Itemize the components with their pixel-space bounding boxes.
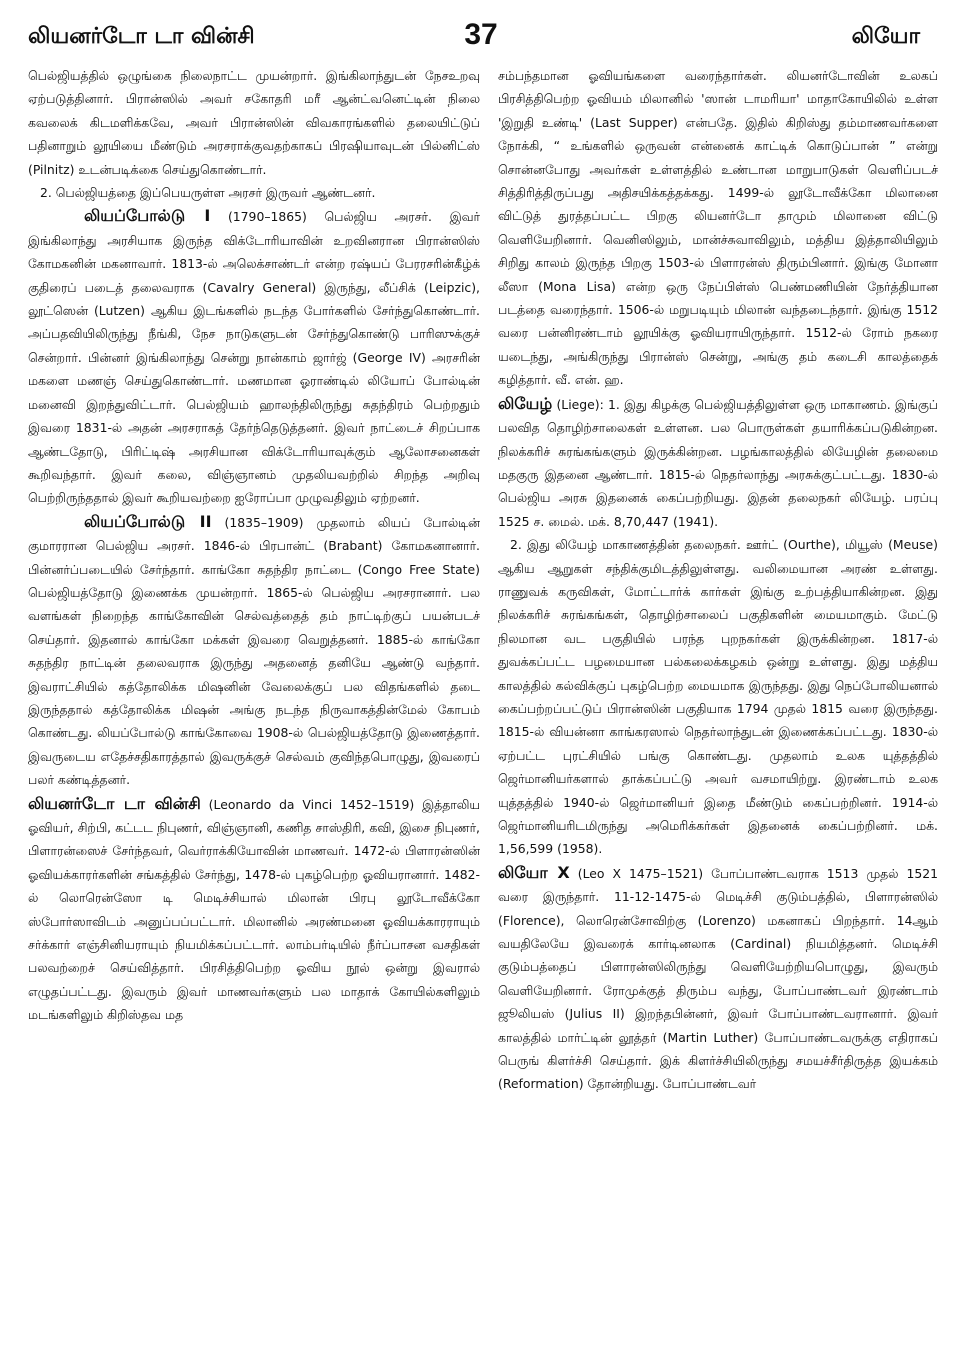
entry-headword: லியேழ் (498, 393, 553, 413)
page-header (24, 14, 938, 64)
right-column (498, 64, 938, 1350)
paragraph-text: 2. பெல்ஜியத்தை இப்பெயருள்ள அரசர் இருவர் ஆண்டனர். (40, 185, 376, 201)
paragraph-text: 2. இது லியேழ் மாகாணத்தின் தலைநகர். ஊர்ட் (Ourthe), மியூஸ் (Meuse) ஆகிய ஆறுகள் சந்திக்குமிடத்திலுள்ளது. வலிமையான அரண் உள்ளது. ராணுவக் கருவிகள், மோட்டார்க் கார்கள் இங்கு உற்பத்தியாகின்றன. இது நிலக்கரிச் சுரங்கங்கள், தொழிற்சாலைப் பகுதிகளின் மையமாகும். மேட்டு நிலமான வட பகுதியில் பரந்த புறநகர்கள் இருக்கின்றன. 1817-ல் துவக்கப்பட்ட பழமையான பல்கலைக்கழகம் ஒன்று உள்ளது. இது மத்திய காலத்தில் கல்விக்குப் புகழ்பெற்ற மையமாக இருந்தது. இது நெப்போலியனால் கைப்பற்றப்பட்டுப் பிரான்ஸின் பகுதியாக 1794 முதல் 1815 வரை இருந்தது. 1815-ல் வியன்னா காங்கரஸால் நெதர்லாந்துடன் இணைக்கப்பட்டது. 1830-ல் ஏற்பட்ட புரட்சியில் பங்கு கொண்டது. முதலாம் உலக யுத்தத்தில் ஜெர்மானியர்களால் தாக்கப்பட்டு அவர் வசமாயிற்று. இரண்டாம் உலக யுத்தத்தில் 1940-ல் ஜெர்மானியர் இதை மீண்டும் கைப்பற்றினர். 1914-ல் ஜெர்மானியரிடமிருந்து அமெரிக்கர்கள் இதனைக் கைப்பற்றினர். மக். 1,56,599 (1958). (498, 537, 938, 857)
page-number: 37 (464, 18, 498, 51)
entry-paragraph (28, 792, 480, 1027)
entry-text: (Leo X 1475–1521) போப்பாண்டவராக 1513 முதல் 1521 வரை இருந்தார். 11-12-1475-ல் மெடிச்சி குடும்பத்தில், பிளாரன்ஸில் (Florence), லொரென்சோவிற்கு (Lorenzo) மகனாகப் பிறந்தார். 14ஆம் வயதிலேயே இவரைக் கார்டினலாக (Cardinal) நியமித்தனர். மெடிச்சி குடும்பத்தைப் பிளாரன்ஸிலிருந்து வெளியேற்றியபொழுது, இவரும் வெளியேறினார். ரோமுக்குத் திரும்ப வந்து, போப்பாண்டவர் இரண்டாம் ஜூலியஸ் (Julius II) இறந்தபின்னர், இவர் போப்பாண்டவரானார். இவர் காலத்தில் மார்ட்டின் லூத்தர் (Martin Luther) போப்பாண்டவருக்கு எதிராகப் பெருங் கிளர்ச்சி செய்தார். இக் கிளர்ச்சியிலிருந்து சமயச்சீர்திருத்த இயக்கம் (Reformation) தோன்றியது. போப்பாண்டவர் (498, 865, 938, 1092)
header-left-guide-word: லியனர்டோ டா வின்சி (28, 24, 255, 49)
header-right-guide-word: லியோ (851, 24, 920, 49)
text-columns (28, 64, 938, 1350)
entry-paragraph (498, 861, 938, 1096)
entry-text: (1790–1865) பெல்ஜிய அரசர். இவர் இங்கிலாந்து அரசியாக இருந்த விக்டோரியாவின் உறவினரான பிரான்ஸிஸ் கோமகனின் மகனாவார். 1813-ல் அலெக்சாண்டர் என்ற ரஷ்யப் பேரரசரின்கீழ்க் குதிரைப் படைத் தலைவராக (Cavalry General) இருந்து, லீப்சிக் (Leipzic), லூட்ஸென் (Lutzen) ஆகிய இடங்களில் நடந்த போர்களில் சேர்ந்துகொண்டார். அப்பதவியிலிருந்து நீங்கி, நேச நாடுகளுடன் சேர்ந்துகொண்டு பாரிஸுக்குச் சென்றார். பின்னர் இங்கிலாந்து சென்று நான்காம் ஜார்ஜ் (George IV) அரசரின் மகளை மணஞ் செய்துகொண்டார். மணமான ஓராண்டில் லியோப் போல்டின் மனைவி இறந்துவிட்டார். பெல்ஜியம் ஹாலந்திலிருந்து சுதந்திரம் பெற்றதும் இவரை 1831-ல் அதன் அரசராகத் தேர்ந்தெடுத்தனர். இவர் நாட்டைச் சிறப்பாக ஆண்டதோடு, பிரிட்டிஷ் அரசியான விக்டோரியாவுக்கும் ஆலோசனைகள் கூறிவந்தார். இவர் கலை, விஞ்ஞானம் முதலியவற்றில் சிறந்த அறிவு பெற்றிருந்ததால் இவர் கூறியவற்றை ஐரோப்பா முழுவதிலும் ஏற்றனர். (28, 209, 480, 506)
entry-text: (Leonardo da Vinci 1452–1519) இத்தாலிய ஓவியர், சிற்பி, கட்டட நிபுணர், விஞ்ஞானி, கணித சாஸ்திரி, கவி, இசை நிபுணர், பிளாரன்ஸைச் சேர்ந்தவர், வெர்ராக்கியோவின் மாணவர். 1472-ல் பிளாரன்ஸின் ஓவியக்காரர்களின் சங்கத்தில் சேர்ந்து, 1478-ல் புகழ்பெற்ற ஓவியரானார். 1482-ல் லொரென்ஸோ டி மெடிச்சியால் மிலான் பிரபு லூடோவீக்கோ ஸ்போர்ஸாவிடம் அனுப்பப்பட்டார். மிலானில் அரண்மனை ஓவியக்காரராயும் சர்க்கார் எஞ்சினியராயும் நியமிக்கப்பட்டார். லாம்பர்டியில் நீர்ப்பாசன வசதிகள் பலவற்றைச் செய்வித்தார். பிரசித்திபெற்ற ஓவிய நூல் ஒன்று இவரால் எழுதப்பட்டது. இவரும் இவர் மாணவர்களும் பல மாதாக் கோயில்களிலும் மடங்களிலும் கிறிஸ்தவ மத (28, 796, 480, 1023)
paragraph-text: சம்பந்தமான ஓவியங்களை வரைந்தார்கள். லியனர்டோவின் உலகப் பிரசித்திபெற்ற ஓவியம் மிலானில் 'ஸான் டாமரியா' மாதாகோயிலில் உள்ள 'இறுதி உண்டி' (Last Supper) என்பதே. இதில் கிறிஸ்து தம்மாணவர்களை நோக்கி, “ உங்களில் ஒருவன் என்னைக் காட்டிக் கொடுப்பான் ” என்று சொன்னபோது அவர்கள் உள்ளத்தில் உண்டான மாறுபாடுகள் வெளிப்படச் சித்திரித்திருப்பது அதிசயிக்கத்தக்கது. 1499-ல் லூடோவீக்கோ மிலானை விட்டுத் துரத்தப்பட்ட பிறகு லியனர்டோ தாமும் மிலானை விட்டு வெளியேறினார். வெனிஸிலும், மான்ச்சுவாவிலும், மத்திய இத்தாலியிலும் சிறிது காலம் இருந்த பிறகு 1503-ல் பிளாரன்ஸ் திரும்பினார். இங்கு மோனா லீஸா (Mona Lisa) என்ற ஒரு நேப்பிள்ஸ் பெண்மணியின் நேர்த்தியான படத்தை வரைந்தார். 1506-ல் மறுபடியும் மிலான் வந்தடைந்தார். இங்கு 1512 வரை பன்னிரண்டாம் லூயிக்கு ஓவியராயிருந்தார். 1512-ல் ரோம் நகரை யடைந்து, அங்கிருந்து பிரான்ஸ் சென்று, அங்கு தம் கடைசி காலத்தைக் கழித்தார். வீ. என். ஹ. (498, 68, 938, 388)
entry-headword: லியப்போல்டு I (84, 206, 211, 226)
paragraph (498, 533, 938, 861)
entry-text: (1835–1909) முதலாம் லியப் போல்டின் குமாரரான பெல்ஜிய அரசர். 1846-ல் பிரபான்ட் (Brabant) கோமகனானார். பின்னர்ப்படையில் சேர்ந்தார். காங்கோ சுதந்திர நாட்டை (Congo Free State) பெல்ஜியத்தோடு இணைக்க முயன்றார். 1865-ல் பெல்ஜிய அரசரானார். பல வளங்கள் நிறைந்த காங்கோவின் செல்வத்தைத் தம் நாட்டிற்குப் பயன்படச் செய்தார். இதனால் காங்கோ மக்கள் இவரை வெறுத்தனர். 1885-ல் காங்கோ சுதந்திர நாட்டின் தலைவராக இருந்து அதனைத் தனியே ஆண்டு வந்தார். இவராட்சியில் கத்தோலிக்க மிஷனின் வேலைக்குப் பல விதங்களில் தடை இருந்ததால் கத்தோலிக்க மிஷன் அங்கு நடந்த நிருவாகத்தின்மேல் கோபம் கொண்டது. லியப்போல்டு காங்கோவை 1908-ல் பெல்ஜியத்தோடு இணைத்தார். இவருடைய எதேச்சதிகாரத்தால் இவருக்குச் செல்வம் குவிந்தபொழுது, இவரைப் பலர் கண்டித்தனர். (28, 514, 480, 788)
paragraph (28, 64, 480, 181)
paragraph (498, 64, 938, 392)
entry-headword: லியனர்டோ டா வின்சி (28, 793, 201, 813)
entry-text: (Liege): 1. இது கிழக்கு பெல்ஜியத்திலுள்ள ஒரு மாகாணம். இங்குப் பலவித தொழிற்சாலைகள் உள்ளன. பல பொருள்கள் தயாரிக்கப்படுகின்றன. நிலக்கரிச் சுரங்கங்களும் இருக்கின்றன. பழங்காலத்தில் லியேழின் தலைமை மதகுரு இதனை ஆண்டார். 1815-ல் நெதர்லாந்து அரசுக்குட்பட்டது. 1830-ல் பெல்ஜிய அரசு இதனைக் கைப்பற்றியது. இதன் தலைநகர் லியேழ். பரப்பு 1525 ச. மைல். மக். 8,70,447 (1941). (498, 396, 938, 529)
paragraph-text: பெல்ஜியத்தில் ஒழுங்கை நிலைநாட்ட முயன்றார். இங்கிலாந்துடன் நேசஉறவு ஏற்படுத்தினார். பிரான்ஸில் அவர் சகோதரி மரீ ஆன்ட்வனெட்டின் நிலை கவலைக் கிடமளிக்கவே, அவர் பிரான்ஸின் விவகாரங்களில் தலையிட்டுப் பதினாறும் லூயியை மீண்டும் அரசராக்குவதற்காகப் பிரஷியாவுடன் பில்னிட்ஸ் (Pilnitz) உடன்படிக்கை செய்துகொண்டார். (28, 68, 480, 177)
paragraph (28, 181, 480, 204)
entry-paragraph (28, 510, 480, 792)
entry-headword: லியப்போல்டு II (84, 511, 212, 531)
entry-paragraph (28, 204, 480, 509)
entry-paragraph (498, 392, 938, 533)
entry-headword: லியோ X (498, 862, 570, 882)
left-column (28, 64, 480, 1350)
